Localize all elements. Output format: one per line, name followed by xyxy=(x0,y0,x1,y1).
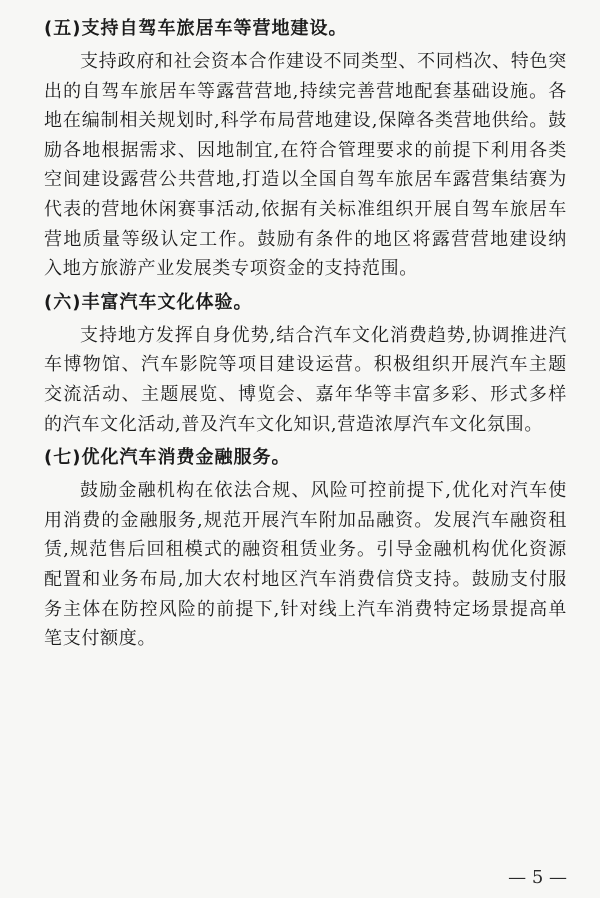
section-heading-6: (六)丰富汽车文化体验。 xyxy=(44,291,253,313)
document-body xyxy=(44,14,567,658)
section-heading-5: (五)支持自驾车旅居车等营地建设。 xyxy=(44,18,348,39)
page-number: — 5 — xyxy=(508,867,567,888)
section-paragraph-5: 支持政府和社会资本合作建设不同类型、不同档次、特色突出的自驾车旅居车等露营营地,持续完善营地配套基础设施。各地在编制相关规划时,科学布局营地建设,保障各类营地供给。鼓励各地根据需求、因地制宜,在符合管理要求的前提下利用各类空间建设露营公共营地,打造以全国自驾车旅居车露营集结赛为代表的营地休闲赛事活动,依据有关标准组织开展自驾车旅居车营地质量等级认定工作。鼓励有条件的地区将露营营地建设纳入地方旅游产业发展类专项资金的支持范围。 xyxy=(44,51,567,280)
section-paragraph-7: 鼓励金融机构在依法合规、风险可控前提下,优化对汽车使用消费的金融服务,规范开展汽车附加品融资。发展汽车融资租赁,规范售后回租模式的融资租赁业务。引导金融机构优化资源配置和业务布局,加大农村地区汽车消费信贷支持。鼓励支付服务主体在防控风险的前提下,针对线上汽车消费特定场景提高单笔支付额度。 xyxy=(44,480,567,650)
section-paragraph-6: 支持地方发挥自身优势,结合汽车文化消费趋势,协调推进汽车博物馆、汽车影院等项目建设运营。积极组织开展汽车主题交流活动、主题展览、博览会、嘉年华等丰富多彩、形式多样的汽车文化活动,普及汽车文化知识,营造浓厚汽车文化氛围。 xyxy=(44,324,567,435)
section-heading-7: (七)优化汽车消费金融服务。 xyxy=(44,447,291,469)
